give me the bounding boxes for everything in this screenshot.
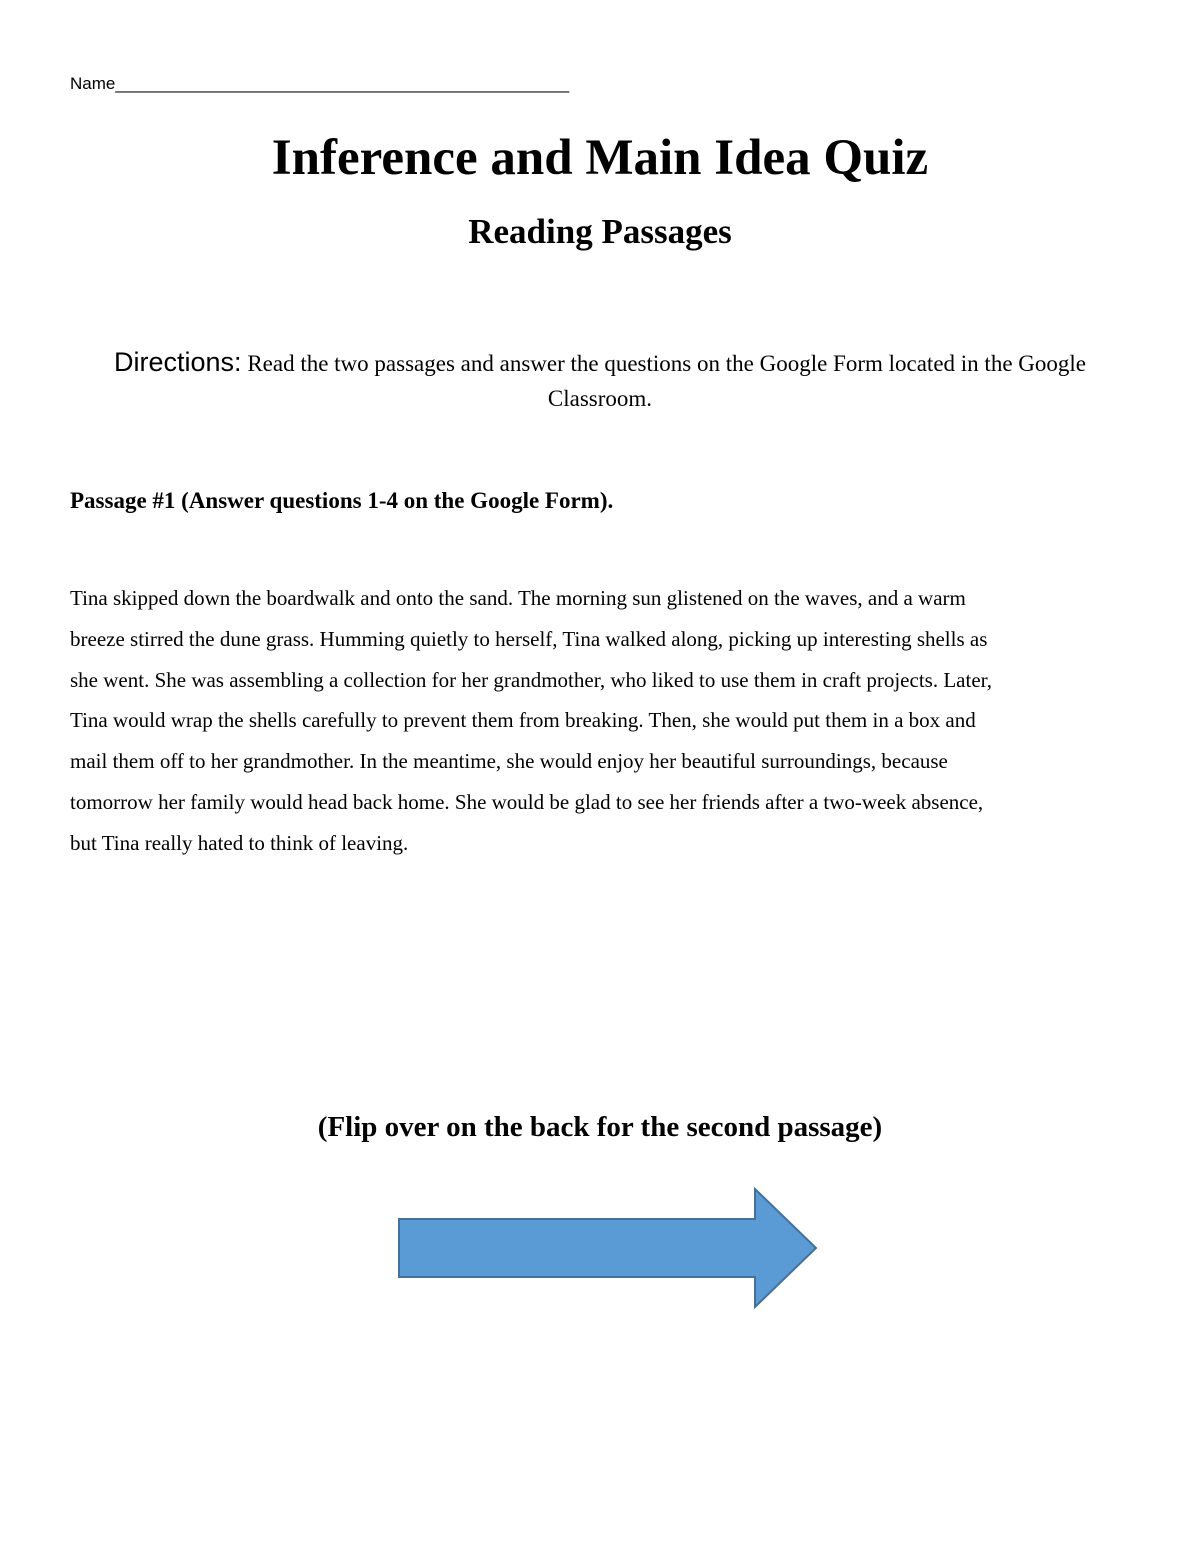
right-arrow-icon (396, 1186, 820, 1312)
passage-line: Tina would wrap the shells carefully to prevent them from breaking. Then, she would put them in a box and (70, 708, 976, 733)
flip-over-note: (Flip over on the back for the second passage) (317, 1111, 883, 1143)
passage-1-text (70, 578, 1130, 864)
page-subtitle: Reading Passages (468, 212, 732, 251)
passage-line: breeze stirred the dune grass. Humming quietly to herself, Tina walked along, picking up interesting shells as (70, 626, 988, 651)
passage-line: she went. She was assembling a collection for her grandmother, who liked to use them in craft projects. Later, (70, 667, 993, 692)
passage-line: but Tina really hated to think of leaving. (70, 830, 409, 855)
passage-line: mail them off to her grandmother. In the meantime, she would enjoy her beautiful surroundings, because (70, 749, 948, 774)
page-title: Inference and Main Idea Quiz (271, 130, 929, 186)
passage-line: tomorrow her family would head back home. She would be glad to see her friends after a two-week absence, (70, 789, 984, 814)
directions-text: Read the two passages and answer the questions on the Google Form located in the Google Classroom. (247, 351, 1086, 411)
arrow-shape (399, 1189, 816, 1307)
passage-line: Tina skipped down the boardwalk and onto the sand. The morning sun glistened on the waves, and a warm (70, 586, 966, 610)
directions-label: Directions: (114, 347, 242, 377)
directions (70, 345, 1130, 416)
name-field-line: Name________________________________________________ (70, 74, 570, 93)
passage-1-heading: Passage #1 (Answer questions 1-4 on the Google Form). (70, 488, 614, 513)
